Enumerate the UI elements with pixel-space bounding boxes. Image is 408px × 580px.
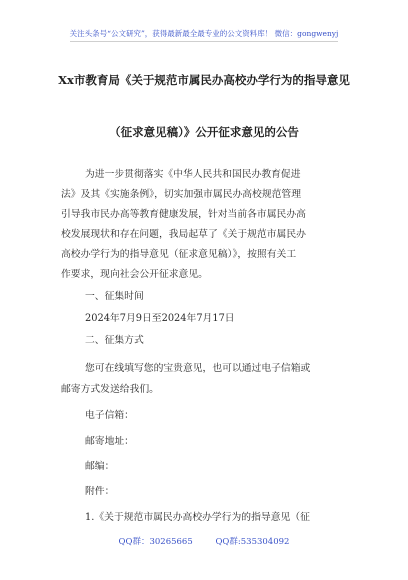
header-promo-text: 关注头条号“公文研究”，获得最新最全最专业的公文资料库！ 微信：gongwenyj bbox=[69, 29, 339, 38]
intro-line: 法》及其《实施条例》，切实加强市属民办高校规范管理 bbox=[61, 189, 302, 200]
attachment-label: 附件： bbox=[85, 486, 115, 497]
email-label: 电子信箱： bbox=[85, 410, 134, 421]
intro-paragraph bbox=[61, 165, 351, 285]
document-title-line-1: Xx市教育局《关于规范市属民办高校办学行为的指导意见 bbox=[58, 73, 350, 87]
intro-line: 引导我市民办高等教育健康发展，针对当前各市属民办高 bbox=[61, 209, 306, 220]
attachment-item-1: 1.《关于规范市属民办高校办学行为的指导意见（征 bbox=[85, 512, 310, 523]
footer-qq-group-2: QQ群:535304092 bbox=[215, 537, 290, 547]
period-value: 2024年7月9日至2024年7月17日 bbox=[85, 313, 235, 324]
postcode-label: 邮编： bbox=[85, 461, 115, 472]
period-heading: 一、征集时间 bbox=[85, 291, 144, 302]
method-text-line-1: 您可在线填写您的宝贵意见，也可以通过电子信箱或 bbox=[85, 363, 311, 374]
address-label: 邮寄地址： bbox=[85, 436, 134, 447]
method-text-line-2: 邮寄方式发送给我们。 bbox=[61, 384, 159, 395]
intro-line: 为进一步贯彻落实《中华人民共和国民办教育促进 bbox=[85, 169, 301, 180]
footer-qq-group-1: QQ群：30265665 bbox=[118, 537, 193, 547]
intro-line: 作要求，现向社会公开征求意见。 bbox=[61, 269, 208, 280]
method-heading: 二、征集方式 bbox=[85, 335, 144, 346]
document-title-line-2: （征求意见稿）》公开征求意见的公告 bbox=[109, 125, 299, 139]
intro-line: 高校办学行为的指导意见（征求意见稿）》，按照有关工 bbox=[61, 249, 297, 260]
intro-line: 校发展现状和存在问题，我局起草了《关于规范市属民办 bbox=[61, 229, 306, 240]
header-divider bbox=[70, 41, 338, 42]
footer-contact bbox=[0, 535, 408, 547]
